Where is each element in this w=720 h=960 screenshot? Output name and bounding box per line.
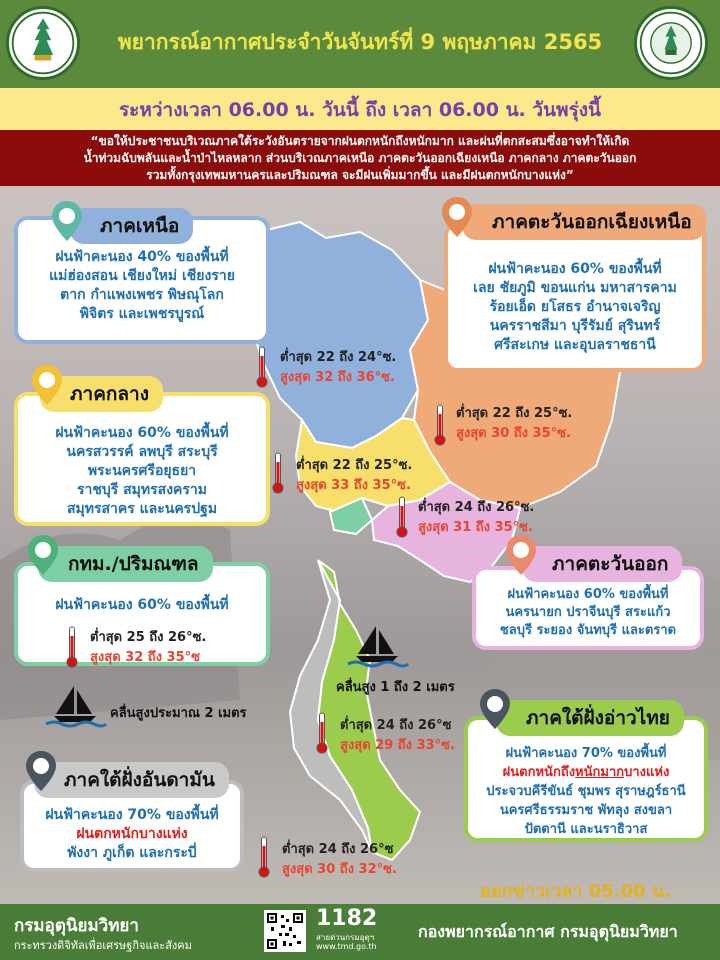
qr-code-icon[interactable] — [264, 910, 306, 952]
header-bar — [0, 0, 720, 88]
temp-high: สูงสุด 30 ถึง 32°ซ. — [282, 862, 397, 877]
location-pin-icon — [504, 534, 538, 576]
warning-line: รวมทั้งกรุงเทพมหานครและปริมณฑล จะมีฝนเพิ่มมากขึ้น และมีฝนตกหนักบางแห่ง” — [146, 168, 574, 182]
location-pin-icon — [26, 534, 60, 576]
region-label-northeast — [462, 204, 706, 240]
page-title: พยากรณ์อากาศประจำวันจันทร์ที่ 9 พฤษภาคม 2565 — [117, 30, 603, 54]
website-link[interactable]: www.tmd.go.th — [316, 942, 377, 951]
location-pin-icon — [478, 688, 512, 730]
warning-line: “ขอให้ประชาชนบริเวณภาคใต้ระวังอันตรายจากฝนตกหนักถึงหนักมาก และฝนที่ตกสะสมซึ่งอาจทำให้เกิด — [90, 134, 630, 148]
temp-low: ต่ำสุด 25 ถึง 26°ซ. — [90, 630, 207, 645]
heavy-rain-text: ฝนตกหนักถึง — [502, 765, 576, 780]
forecast-line: เลย ชัยภูมิ ขอนแก่น มหาสารคาม — [473, 280, 677, 296]
location-pin-icon — [50, 200, 84, 242]
forecast-line: ฝนฟ้าคะนอง 60% ของพื้นที่ — [507, 587, 669, 602]
forecast-line: ราชบุรี สมุทรสงคราม — [76, 482, 208, 498]
location-pin-icon — [24, 750, 58, 792]
temp-bangkok — [90, 628, 206, 668]
temp-central — [296, 456, 412, 496]
region-label-south-andaman — [34, 762, 229, 798]
temp-low: ต่ำสุด 22 ถึง 25°ซ. — [456, 406, 573, 421]
mdes-logo — [6, 6, 80, 80]
temp-high: สูงสุด 31 ถึง 35°ซ. — [418, 520, 533, 535]
thermometer-icon — [258, 836, 270, 878]
temp-north — [280, 348, 396, 388]
card-central — [14, 392, 270, 526]
region-name: กทม./ปริมณฑล — [68, 553, 199, 575]
heavy-rain-emphasis: หนักมาก — [575, 765, 625, 780]
forecast-line: ฝนฟ้าคะนอง 40% ของพื้นที่ — [55, 249, 229, 265]
forecast-line: พิจิตร และเพชรบูรณ์ — [79, 306, 205, 322]
forecast-line: พังงา ภูเก็ต และกระบี่ — [67, 845, 197, 861]
issued-time: ออกข่าวเวลา 05.00 น. — [480, 881, 672, 902]
temp-high: สูงสุด 33 ถึง 35°ซ. — [296, 478, 411, 493]
hotline-caption — [316, 933, 377, 951]
thermometer-icon — [434, 404, 446, 446]
hotline-label: สายด่วนกรมอุตุฯ — [316, 933, 375, 942]
thermometer-icon — [256, 346, 268, 388]
forecast-line: ชลบุรี ระยอง จันทบุรี และตราด — [499, 623, 677, 638]
temp-northeast — [456, 404, 572, 444]
thermometer-icon — [66, 626, 78, 668]
region-name: ภาคตะวันออกเฉียงเหนือ — [492, 211, 692, 233]
temp-high: สูงสุด 29 ถึง 33°ซ. — [340, 738, 455, 753]
thermometer-icon — [272, 452, 284, 494]
temp-high: สูงสุด 32 ถึง 36°ซ. — [280, 370, 395, 385]
footer-org: กรมอุตุนิยมวิทยา — [14, 916, 139, 936]
region-label-north — [70, 208, 193, 244]
sailboat-icon — [346, 624, 410, 668]
card-northeast — [444, 222, 706, 372]
heavy-rain-text: ฝนตกหนักบางแห่ง — [76, 826, 188, 842]
forecast-line: ประจวบคีรีขันธ์ ชุมพร สุราษฎร์ธานี — [486, 784, 686, 799]
temp-low: ต่ำสุด 24 ถึง 26°ซ — [282, 842, 394, 857]
forecast-line: ตาก กำแพงเพชร พิษณุโลก — [60, 287, 224, 303]
thermometer-icon — [316, 712, 328, 754]
footer-bar — [0, 904, 720, 960]
forecast-line: สมุทรสาคร และนครปฐม — [66, 501, 218, 517]
forecast-line: ฝนฟ้าคะนอง 60% ของพื้นที่ — [55, 425, 229, 441]
forecast-line: แม่ฮ่องสอน เชียงใหม่ เชียงราย — [49, 268, 235, 284]
temp-east — [418, 498, 534, 538]
region-label-south-gulf — [496, 700, 684, 736]
forecast-line: นครศรีธรรมราช พัทลุง สงขลา — [499, 803, 673, 818]
temp-low: ต่ำสุด 24 ถึง 26°ซ. — [418, 500, 535, 515]
warning-line: น้ำท่วมฉับพลันและน้ำป่าไหลหลาก ส่วนบริเวณภาคเหนือ ภาคตะวันออกเฉียงเหนือ ภาคกลาง ภาคตะวันออก — [83, 151, 637, 165]
region-label-bangkok — [38, 546, 213, 582]
region-name: ภาคเหนือ — [100, 215, 180, 237]
forecast-line: ฝนฟ้าคะนอง 70% ของพื้นที่ — [45, 807, 219, 823]
footer-department: กองพยากรณ์อากาศ กรมอุตุนิยมวิทยา — [418, 922, 678, 941]
region-name: ภาคใต้ฝั่งอ่าวไทย — [526, 707, 670, 729]
region-name: ภาคตะวันออก — [552, 553, 669, 575]
forecast-line: ฝนฟ้าคะนอง 60% ของพื้นที่ — [488, 261, 662, 277]
footer-ministry: กระทรวงดิจิทัลเพื่อเศรษฐกิจและสังคม — [14, 939, 192, 952]
wave-height-andaman: คลื่นสูงประมาณ 2 เมตร — [110, 706, 247, 721]
forecast-line: นครสวรรค์ ลพบุรี สระบุรี — [66, 444, 218, 460]
thermometer-icon — [396, 496, 408, 538]
wave-height-gulf: คลื่นสูง 1 ถึง 2 เมตร — [336, 680, 455, 695]
forecast-line: ร้อยเอ็ด ยโสธร อำนาจเจริญ — [489, 299, 661, 315]
region-name: ภาคกลาง — [70, 383, 149, 405]
temp-south-gulf — [340, 716, 455, 756]
sailboat-icon — [44, 684, 108, 728]
forecast-line: ศรีสะเกษ และอุบลราชธานี — [494, 337, 656, 353]
region-name: ภาคใต้ฝั่งอันดามัน — [64, 769, 215, 791]
temp-south-andaman — [282, 840, 397, 880]
temp-low: ต่ำสุด 22 ถึง 24°ซ. — [280, 350, 397, 365]
hotline-number: 1182 — [316, 906, 378, 931]
region-label-east — [522, 546, 682, 582]
warning-banner — [0, 130, 720, 186]
temp-high: สูงสุด 30 ถึง 35°ซ. — [456, 426, 571, 441]
forecast-line: พระนครศรีอยุธยา — [87, 463, 197, 479]
temp-low: ต่ำสุด 24 ถึง 26°ซ — [340, 718, 452, 733]
forecast-line: นครราชสีมา บุรีรัมย์ สุรินทร์ — [489, 318, 661, 334]
location-pin-icon — [30, 364, 64, 406]
time-range-bar: ระหว่างเวลา 06.00 น. วันนี้ ถึง เวลา 06.00 น. วันพรุ่งนี้ — [0, 88, 720, 132]
temp-low: ต่ำสุด 22 ถึง 25°ซ. — [296, 458, 413, 473]
location-pin-icon — [440, 196, 474, 238]
forecast-line: ปัตตานี และนราธิวาส — [524, 822, 648, 837]
forecast-line: นครนายก ปราจีนบุรี สระแก้ว — [505, 605, 671, 620]
temp-high: สูงสุด 32 ถึง 35°ซ — [90, 650, 200, 665]
heavy-rain-line — [474, 763, 698, 782]
forecast-line: ฝนฟ้าคะนอง 60% ของพื้นที่ — [55, 597, 229, 613]
heavy-rain-text: บางแห่ง — [624, 765, 670, 780]
forecast-line: ฝนฟ้าคะนอง 70% ของพื้นที่ — [505, 746, 667, 761]
tmd-logo — [634, 6, 708, 80]
